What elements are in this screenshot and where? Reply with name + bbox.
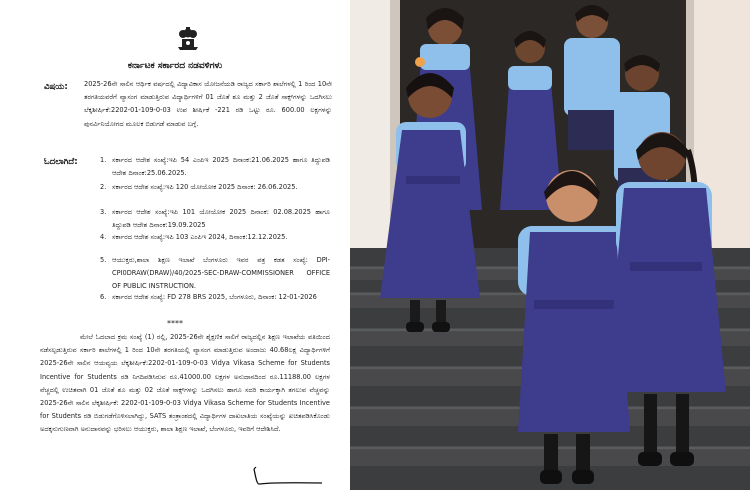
section-separator: **** — [167, 319, 183, 328]
reference-number: 1. — [100, 156, 107, 164]
reference-number: 6. — [100, 293, 107, 301]
document-header: ಕರ್ನಾಟಕ ಸರ್ಕಾರದ ನಡವಳಿಗಳು — [127, 61, 223, 71]
reference-number: 2. — [100, 183, 107, 191]
reference-label: ಓದಲಾಗಿದೆ: — [44, 157, 78, 167]
order-body-text: ಮೇಲೆ ಓದಲಾದ ಕ್ರಮ ಸಂಖ್ಯೆ (1) ರಲ್ಲಿ, 2025-26ನೇ ಶೈಕ್ಷಣಿಕ ಸಾಲಿಗೆ ರಾಜ್ಯದಲ್ಲಿನ ಶಿಕ್ಷಣ ಇಲಾಖೆಯ ವತಿಯಿಂದ ನಡೆಸಲ್ಪಡುತ್ತಿರುವ ಸರ್ಕಾರಿ ಶಾಲೆಗಳಲ್ಲಿ 1 ರಿಂದ 10ನೇ ತರಗತಿಯಲ್ಲಿ ವ್ಯಾಸಂಗ ಮಾಡುತ್ತಿರುವ ಅಂದಾಜು 40.68ಲಕ್ಷ ವಿದ್ಯಾರ್ಥಿಗಳಿಗೆ 2025-26ನೇ ಸಾಲಿನ ಆಯವ್ಯಯ ಲೆಕ್ಕಶೀರ್ಷಿಕೆ:2202-01-109-0-03 Vidya Vikasa Scheme for Students Incentive for Students ರಡಿ ನಿಗದಿಪಡಿಸಿರುವ ರೂ.41000.00 ಲಕ್ಷಗಳ ಅನುದಾನದಿಂದ ರೂ.11188.00 ಲಕ್ಷಗಳ ವೆಚ್ಚದಲ್ಲಿ ಉಚಿತವಾಗಿ 01 ಜೊತೆ ಶೂ ಮತ್ತು 02 ಜೊತೆ ಸಾಕ್ಸ್‌ಗಳನ್ನು ಒದಗಿಸಲು ಹಾಗೂ ಸದರಿ ಕಾರ್ಯಕ್ಕಾಗಿ ತಗಲುವ ವೆಚ್ಚವನ್ನು 2025-26ನೇ ಸಾಲಿನ ಲೆಕ್ಕಶೀರ್ಷಿಕೆ: 2202-01-109-0-03 Vidya Vikasa Scheme for Students Incentive for Students ರಡಿ ಬಿಡುಗಡೆಗೊಳಿಸಲಾಗಿದ್ದು, SATS ತಂತ್ರಾಂಶದಲ್ಲಿ ವಿದ್ಯಾರ್ಥಿಗಳ ದಾಖಲಾತಿಯ ಸಂಖ್ಯೆಯನ್ನು ಖಚಿತಪಡಿಸಿಕೊಂಡು ಅದಕ್ಕನುಗುಣವಾಗಿ ಅನುದಾನವನ್ನು ಭರಿಸಲು ಆಯುಕ್ತರು, ಶಾಲಾ ಶಿಕ್ಷಣ ಇಲಾಖೆ, ಬೆಂಗಳೂರು, ಇವರಿಗೆ ಆದೇಶಿಸಿದೆ. — [40, 333, 330, 434]
reference-item: ಸರ್ಕಾರದ ಆದೇಶ ಸಂಖ್ಯೆ:ಇಪಿ 103 ಎಂಪಿಇ 2024, ದಿನಾಂಕ:12.12.2025. — [112, 233, 288, 241]
reference-item: ಆಯುಕ್ತರು,ಶಾಲಾ ಶಿಕ್ಷಣ ಇಲಾಖೆ ಬೆಂಗಳೂರು ಇವರ ಪತ್ರ ಕಡತ ಸಂಖ್ಯೆ: DPI- CPI0DRAW(DRAW)/40/2025-SEC-DRAW-COMMISSIONER OFFICE OF PUBLIC INSTRUCTION. — [112, 256, 330, 291]
reference-number: 5. — [100, 256, 107, 264]
students-photo — [350, 0, 750, 490]
reference-item: ಸರ್ಕಾರದ ಆದೇಶ ಸಂಖ್ಯೆ:ಇಪಿ 120 ಯೋಯೋಕ 2025 ದಿನಾಂಕ: 26.06.2025. — [112, 183, 298, 191]
reference-item: ಸರ್ಕಾರದ ಆದೇಶ ಸಂಖ್ಯೆ:ಇಪಿ 101 ಯೋಯೋಕ 2025 ದಿನಾಂಕ: 02.08.2025 ಹಾಗೂ ತಿದ್ದುಪಡಿ ಆದೇಶ ದಿನಾಂಕ:19.09.2025 — [112, 208, 330, 230]
reference-item: ಸರ್ಕಾರದ ಆದೇಶ ಸಂಖ್ಯೆ: FD 278 BRS 2025, ಬೆಂಗಳೂರು, ದಿನಾಂಕ: 12-01-2026 — [112, 293, 317, 301]
reference-number: 3. — [100, 208, 107, 216]
school-children-illustration — [350, 0, 750, 490]
state-emblem-icon — [174, 25, 202, 51]
government-order-document — [0, 0, 350, 490]
reference-number: 4. — [100, 233, 107, 241]
subject-text: 2025-26ನೇ ಸಾಲಿನ ಆರ್ಥಿಕ ವರ್ಷದಲ್ಲಿ ವಿದ್ಯಾವಿಕಾಸ ಯೋಜನೆಯಡಿ ರಾಜ್ಯದ ಸರ್ಕಾರಿ ಶಾಲೆಗಳಲ್ಲಿ 1 ರಿಂದ 10ನೇ ತರಗತಿಯವರೆಗೆ ವ್ಯಾಸಂಗ ಮಾಡುತ್ತಿರುವ ವಿದ್ಯಾರ್ಥಿಗಳಿಗೆ 01 ಜೊತೆ ಶೂ ಮತ್ತು 2 ಜೊತೆ ಸಾಕ್ಸ್‌ಗಳನ್ನು ಒದಗಿಸಲು ಲೆಕ್ಕಶೀರ್ಷಿಕೆ:2202-01-109-0-03 ಉಪ ಶೀರ್ಷಿಕೆ -221 ರಡಿ ಒಟ್ಟು ರೂ. 600.00 ಲಕ್ಷಗಳನ್ನು ಪುನರ್ವಿನಿಯೋಗದ ಮೂಲಕ ಬಿಡುಗಡೆ ಮಾಡುವ ಬಗ್ಗೆ. — [84, 80, 332, 128]
signature-mark — [252, 465, 324, 487]
reference-item: ಸರ್ಕಾರದ ಆದೇಶ ಸಂಖ್ಯೆ:ಇಪಿ 54 ಎಂಪಿಇ 2025 ದಿನಾಂಕ:21.06.2025 ಹಾಗೂ ತಿದ್ದುಪಡಿ ಆದೇಶ ದಿನಾಂಕ:25.06.2025. — [112, 156, 330, 178]
subject-label: ವಿಷಯ: — [44, 82, 68, 92]
